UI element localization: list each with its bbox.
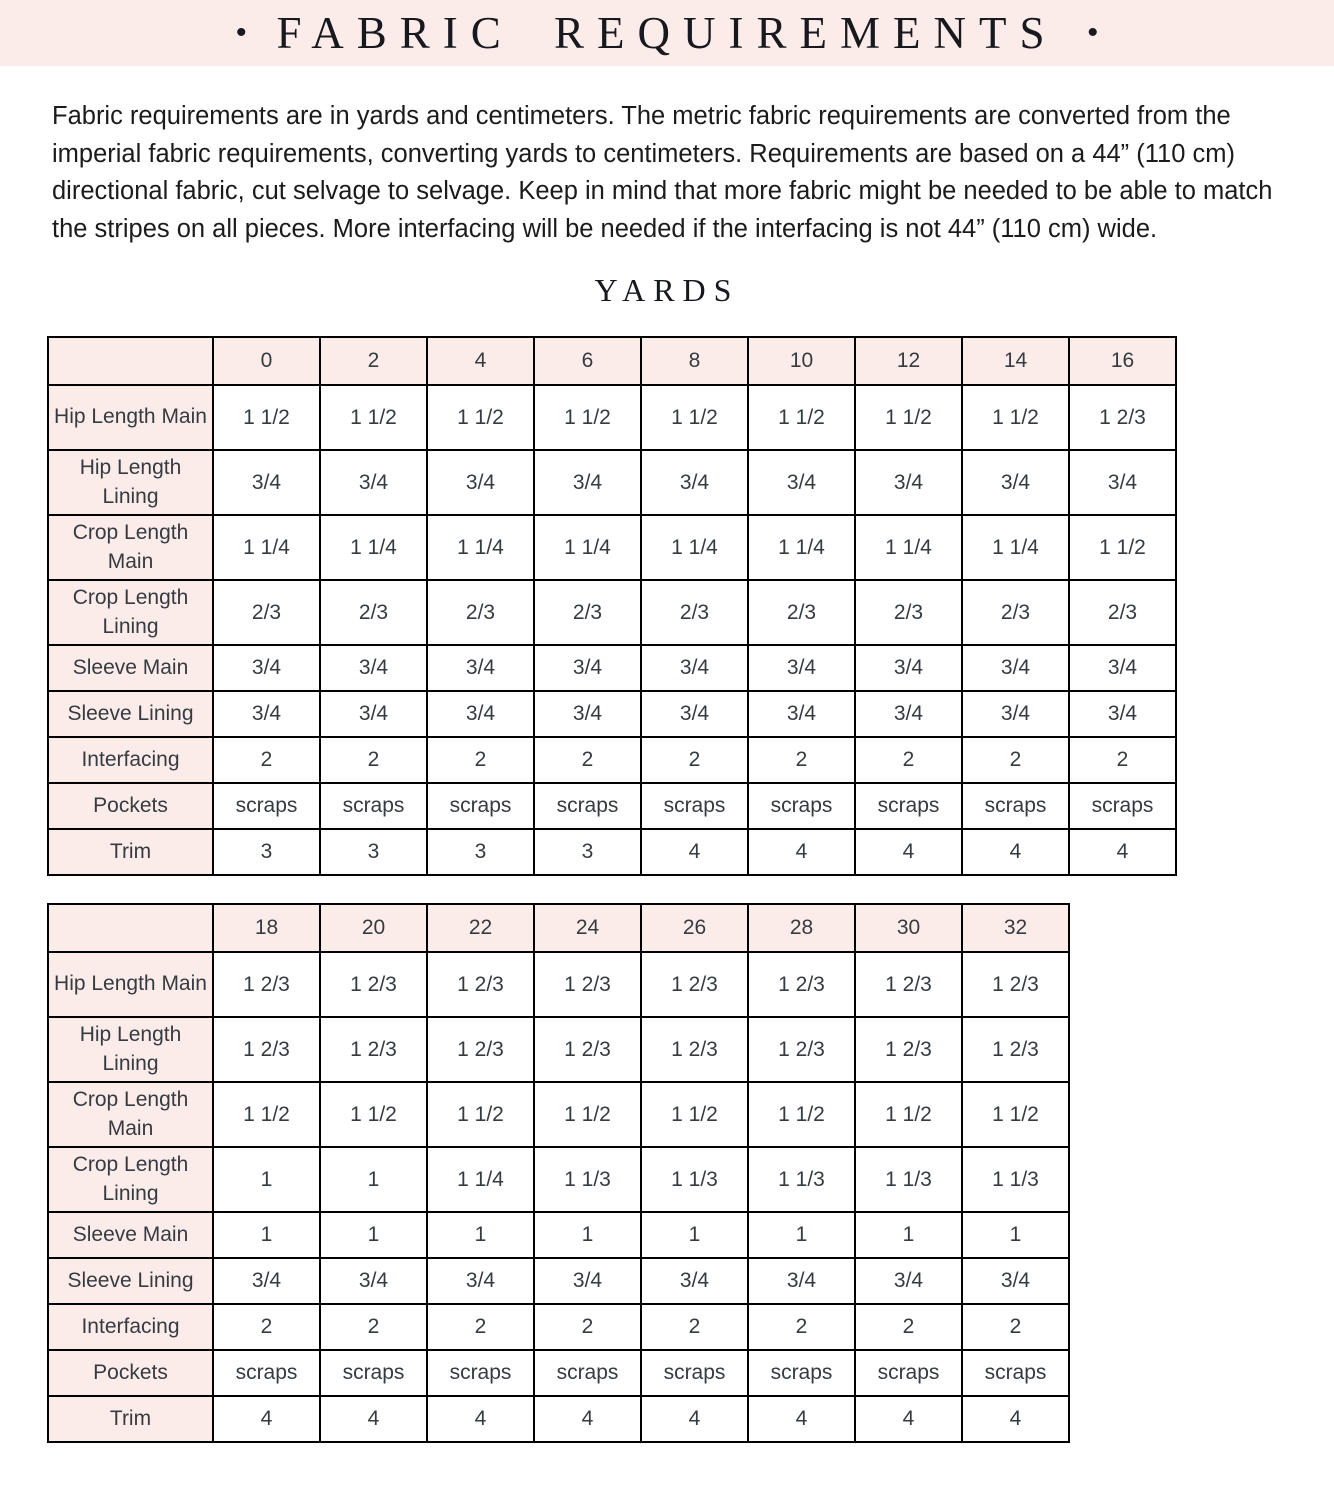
row-label: Interfacing bbox=[48, 737, 213, 783]
table-cell: 3/4 bbox=[320, 450, 427, 515]
table-cell: 1 1/4 bbox=[962, 515, 1069, 580]
table-cell: 1 bbox=[213, 1212, 320, 1258]
table-cell: 1 1/3 bbox=[534, 1147, 641, 1212]
table-cell: 3/4 bbox=[748, 450, 855, 515]
table-cell: 1 bbox=[641, 1212, 748, 1258]
row-label: Sleeve Main bbox=[48, 645, 213, 691]
table-cell: 3 bbox=[534, 829, 641, 875]
table-cell: 1 1/3 bbox=[855, 1147, 962, 1212]
table-cell: 1 1/4 bbox=[855, 515, 962, 580]
table-cell: scraps bbox=[320, 783, 427, 829]
table-cell: 1 1/2 bbox=[427, 1082, 534, 1147]
table-cell: 3/4 bbox=[427, 691, 534, 737]
table-cell: 3/4 bbox=[213, 691, 320, 737]
table-cell: 2 bbox=[748, 1304, 855, 1350]
table-cell: 4 bbox=[320, 1396, 427, 1442]
table-cell: scraps bbox=[855, 1350, 962, 1396]
table-cell: 1 2/3 bbox=[855, 1017, 962, 1082]
size-column-header: 10 bbox=[748, 337, 855, 385]
row-label: Pockets bbox=[48, 783, 213, 829]
table-cell: 1 1/2 bbox=[641, 1082, 748, 1147]
table-cell: 2 bbox=[1069, 737, 1176, 783]
row-label: Hip Length Main bbox=[48, 385, 213, 450]
table-cell: 2/3 bbox=[1069, 580, 1176, 645]
table-cell: 1 1/2 bbox=[320, 385, 427, 450]
table-cell: scraps bbox=[641, 1350, 748, 1396]
table-cell: 1 2/3 bbox=[320, 1017, 427, 1082]
table-cell: 3/4 bbox=[641, 450, 748, 515]
table-row bbox=[48, 1396, 1069, 1442]
table-cell: 2/3 bbox=[320, 580, 427, 645]
corner-cell bbox=[48, 904, 213, 952]
table-cell: scraps bbox=[1069, 783, 1176, 829]
table-cell: 4 bbox=[855, 829, 962, 875]
table-cell: 2/3 bbox=[748, 580, 855, 645]
table-row bbox=[48, 515, 1176, 580]
table-cell: 1 bbox=[748, 1212, 855, 1258]
size-column-header: 28 bbox=[748, 904, 855, 952]
table-cell: 2 bbox=[641, 1304, 748, 1350]
table-cell: 3/4 bbox=[320, 1258, 427, 1304]
table-cell: scraps bbox=[427, 783, 534, 829]
size-column-header: 16 bbox=[1069, 337, 1176, 385]
table-cell: 1 1/4 bbox=[213, 515, 320, 580]
title-bullet-right-icon: • bbox=[1087, 16, 1098, 49]
table-cell: 1 2/3 bbox=[534, 952, 641, 1017]
size-column-header: 22 bbox=[427, 904, 534, 952]
table-row bbox=[48, 645, 1176, 691]
table-row bbox=[48, 580, 1176, 645]
table-cell: 3/4 bbox=[534, 645, 641, 691]
table-cell: 3/4 bbox=[534, 450, 641, 515]
table-row bbox=[48, 1258, 1069, 1304]
table-cell: 1 2/3 bbox=[213, 1017, 320, 1082]
table-cell: 3/4 bbox=[1069, 450, 1176, 515]
table-row bbox=[48, 1147, 1069, 1212]
table-cell: 3 bbox=[320, 829, 427, 875]
table-cell: scraps bbox=[962, 783, 1069, 829]
table-cell: 1 1/2 bbox=[748, 385, 855, 450]
row-label: Crop Length Main bbox=[48, 515, 213, 580]
table-cell: 1 1/4 bbox=[427, 515, 534, 580]
table-cell: 2/3 bbox=[213, 580, 320, 645]
corner-cell bbox=[48, 337, 213, 385]
table-cell: 2 bbox=[855, 1304, 962, 1350]
table-cell: 1 bbox=[534, 1212, 641, 1258]
table-cell: 1 2/3 bbox=[320, 952, 427, 1017]
row-label: Crop Length Main bbox=[48, 1082, 213, 1147]
yards-table-sizes-18-32 bbox=[47, 903, 1070, 1443]
table-cell: 3/4 bbox=[962, 450, 1069, 515]
row-label: Trim bbox=[48, 1396, 213, 1442]
table-cell: 1 1/4 bbox=[427, 1147, 534, 1212]
row-label: Interfacing bbox=[48, 1304, 213, 1350]
table-cell: 1 1/2 bbox=[1069, 515, 1176, 580]
table-cell: 3/4 bbox=[213, 1258, 320, 1304]
table-cell: scraps bbox=[855, 783, 962, 829]
table-row bbox=[48, 1017, 1069, 1082]
table-cell: 1 2/3 bbox=[962, 1017, 1069, 1082]
table-cell: 3/4 bbox=[962, 645, 1069, 691]
table-cell: 1 bbox=[962, 1212, 1069, 1258]
table-cell: 1 2/3 bbox=[1069, 385, 1176, 450]
size-column-header: 14 bbox=[962, 337, 1069, 385]
table-cell: 1 1/2 bbox=[534, 1082, 641, 1147]
size-column-header: 8 bbox=[641, 337, 748, 385]
table-cell: 1 2/3 bbox=[855, 952, 962, 1017]
table-cell: 1 1/2 bbox=[641, 385, 748, 450]
row-label: Crop Length Lining bbox=[48, 1147, 213, 1212]
table-cell: 4 bbox=[213, 1396, 320, 1442]
table-cell: scraps bbox=[962, 1350, 1069, 1396]
table-cell: 2/3 bbox=[427, 580, 534, 645]
table-cell: 2/3 bbox=[641, 580, 748, 645]
table-cell: 2 bbox=[962, 1304, 1069, 1350]
table-row bbox=[48, 691, 1176, 737]
table-cell: 3/4 bbox=[962, 1258, 1069, 1304]
table-cell: 4 bbox=[641, 1396, 748, 1442]
table-cell: 3/4 bbox=[534, 691, 641, 737]
table-cell: 4 bbox=[962, 829, 1069, 875]
table-cell: scraps bbox=[427, 1350, 534, 1396]
table-cell: 3/4 bbox=[641, 691, 748, 737]
table-cell: 1 1/4 bbox=[748, 515, 855, 580]
table-cell: 4 bbox=[748, 829, 855, 875]
table-cell: 1 bbox=[213, 1147, 320, 1212]
table-cell: 1 1/2 bbox=[962, 385, 1069, 450]
table-cell: 1 1/2 bbox=[534, 385, 641, 450]
table-cell: 2 bbox=[320, 737, 427, 783]
table-header-row bbox=[48, 904, 1069, 952]
table-row bbox=[48, 737, 1176, 783]
table-cell: 3/4 bbox=[213, 645, 320, 691]
table-cell: 2/3 bbox=[855, 580, 962, 645]
table-cell: 4 bbox=[1069, 829, 1176, 875]
table-cell: 3/4 bbox=[1069, 691, 1176, 737]
table-cell: 2/3 bbox=[534, 580, 641, 645]
table-cell: 3/4 bbox=[748, 645, 855, 691]
yards-section-heading: YARDS bbox=[594, 272, 740, 308]
table-cell: 1 bbox=[855, 1212, 962, 1258]
table-cell: 1 2/3 bbox=[748, 1017, 855, 1082]
table-cell: 3/4 bbox=[855, 691, 962, 737]
table-cell: 2 bbox=[748, 737, 855, 783]
table-cell: 3 bbox=[213, 829, 320, 875]
table-cell: 1 1/2 bbox=[213, 385, 320, 450]
table-cell: 2/3 bbox=[962, 580, 1069, 645]
table-cell: 1 bbox=[320, 1147, 427, 1212]
row-label: Trim bbox=[48, 829, 213, 875]
row-label: Sleeve Main bbox=[48, 1212, 213, 1258]
table-cell: 1 1/4 bbox=[320, 515, 427, 580]
table-cell: 2 bbox=[427, 1304, 534, 1350]
table-cell: 1 1/2 bbox=[213, 1082, 320, 1147]
table-cell: scraps bbox=[213, 783, 320, 829]
size-column-header: 30 bbox=[855, 904, 962, 952]
table-cell: 2 bbox=[534, 737, 641, 783]
table-cell: 3/4 bbox=[320, 645, 427, 691]
size-column-header: 32 bbox=[962, 904, 1069, 952]
table-row bbox=[48, 385, 1176, 450]
table-row bbox=[48, 450, 1176, 515]
table-cell: 3/4 bbox=[962, 691, 1069, 737]
table-cell: 2 bbox=[962, 737, 1069, 783]
size-column-header: 0 bbox=[213, 337, 320, 385]
table-cell: 3/4 bbox=[748, 1258, 855, 1304]
table-cell: 2 bbox=[534, 1304, 641, 1350]
size-column-header: 20 bbox=[320, 904, 427, 952]
row-label: Sleeve Lining bbox=[48, 1258, 213, 1304]
table-cell: 4 bbox=[427, 1396, 534, 1442]
row-label: Pockets bbox=[48, 1350, 213, 1396]
row-label: Crop Length Lining bbox=[48, 580, 213, 645]
table-cell: 1 bbox=[427, 1212, 534, 1258]
title-bullet-left-icon: • bbox=[236, 16, 247, 49]
table-header-row bbox=[48, 337, 1176, 385]
table-cell: 3/4 bbox=[855, 1258, 962, 1304]
table-cell: 1 1/2 bbox=[427, 385, 534, 450]
table-cell: scraps bbox=[213, 1350, 320, 1396]
table-cell: 1 1/3 bbox=[748, 1147, 855, 1212]
table-cell: scraps bbox=[748, 783, 855, 829]
table-cell: 2 bbox=[320, 1304, 427, 1350]
table-row bbox=[48, 1304, 1069, 1350]
yards-table-sizes-0-16 bbox=[47, 336, 1177, 876]
table-cell: 3/4 bbox=[748, 691, 855, 737]
table-cell: 3/4 bbox=[534, 1258, 641, 1304]
table-row bbox=[48, 829, 1176, 875]
page-title: FABRIC REQUIREMENTS bbox=[276, 8, 1058, 58]
table-cell: 1 1/2 bbox=[855, 1082, 962, 1147]
table-cell: 1 bbox=[320, 1212, 427, 1258]
table-row bbox=[48, 1350, 1069, 1396]
table-cell: 3/4 bbox=[320, 691, 427, 737]
size-column-header: 12 bbox=[855, 337, 962, 385]
table-cell: 3/4 bbox=[641, 1258, 748, 1304]
table-cell: 3/4 bbox=[1069, 645, 1176, 691]
table-cell: 1 2/3 bbox=[748, 952, 855, 1017]
table-cell: 4 bbox=[855, 1396, 962, 1442]
table-row bbox=[48, 952, 1069, 1017]
size-column-header: 6 bbox=[534, 337, 641, 385]
table-cell: 4 bbox=[534, 1396, 641, 1442]
table-cell: 3/4 bbox=[855, 450, 962, 515]
table-cell: 1 1/4 bbox=[641, 515, 748, 580]
table-cell: 1 1/2 bbox=[962, 1082, 1069, 1147]
table-row bbox=[48, 1212, 1069, 1258]
table-cell: 1 1/3 bbox=[641, 1147, 748, 1212]
table-cell: 2 bbox=[213, 1304, 320, 1350]
table-cell: 1 2/3 bbox=[641, 952, 748, 1017]
table-cell: 1 1/4 bbox=[534, 515, 641, 580]
intro-paragraph: Fabric requirements are in yards and centimeters. The metric fabric requirements are converted from the imperial fabric requirements, converting yards to centimeters. Requirements are based on a 44” (110 cm) directional fabric, cut selvage to selvage. Keep in mind that more fabric might be needed to be able to match the stripes on all pieces. More interfacing will be needed if the interfacing is not 44” (110 cm) wide. bbox=[52, 102, 1273, 243]
size-column-header: 18 bbox=[213, 904, 320, 952]
table-cell: 2 bbox=[213, 737, 320, 783]
row-label: Hip Length Main bbox=[48, 952, 213, 1017]
size-column-header: 26 bbox=[641, 904, 748, 952]
table-cell: scraps bbox=[320, 1350, 427, 1396]
table-cell: scraps bbox=[641, 783, 748, 829]
table-cell: 1 2/3 bbox=[427, 952, 534, 1017]
table-cell: 3/4 bbox=[213, 450, 320, 515]
table-cell: 4 bbox=[641, 829, 748, 875]
table-cell: 1 2/3 bbox=[427, 1017, 534, 1082]
row-label: Hip Length Lining bbox=[48, 1017, 213, 1082]
table-cell: 2 bbox=[855, 737, 962, 783]
table-cell: 1 1/2 bbox=[855, 385, 962, 450]
table-cell: 4 bbox=[962, 1396, 1069, 1442]
table-cell: 1 1/2 bbox=[320, 1082, 427, 1147]
table-cell: 1 1/3 bbox=[962, 1147, 1069, 1212]
row-label: Hip Length Lining bbox=[48, 450, 213, 515]
table-cell: 3/4 bbox=[641, 645, 748, 691]
table-cell: 3 bbox=[427, 829, 534, 875]
table-row bbox=[48, 1082, 1069, 1147]
table-cell: 4 bbox=[748, 1396, 855, 1442]
title-band bbox=[0, 0, 1334, 66]
table-cell: 3/4 bbox=[855, 645, 962, 691]
table-cell: 2 bbox=[641, 737, 748, 783]
table-cell: 1 2/3 bbox=[213, 952, 320, 1017]
table-cell: 2 bbox=[427, 737, 534, 783]
table-cell: 3/4 bbox=[427, 450, 534, 515]
table-cell: scraps bbox=[748, 1350, 855, 1396]
table-cell: 1 2/3 bbox=[962, 952, 1069, 1017]
size-column-header: 4 bbox=[427, 337, 534, 385]
table-cell: 1 2/3 bbox=[534, 1017, 641, 1082]
table-cell: scraps bbox=[534, 1350, 641, 1396]
size-column-header: 2 bbox=[320, 337, 427, 385]
table-cell: 1 2/3 bbox=[641, 1017, 748, 1082]
size-column-header: 24 bbox=[534, 904, 641, 952]
table-cell: 3/4 bbox=[427, 1258, 534, 1304]
row-label: Sleeve Lining bbox=[48, 691, 213, 737]
table-row bbox=[48, 783, 1176, 829]
table-cell: scraps bbox=[534, 783, 641, 829]
table-cell: 3/4 bbox=[427, 645, 534, 691]
table-cell: 1 1/2 bbox=[748, 1082, 855, 1147]
